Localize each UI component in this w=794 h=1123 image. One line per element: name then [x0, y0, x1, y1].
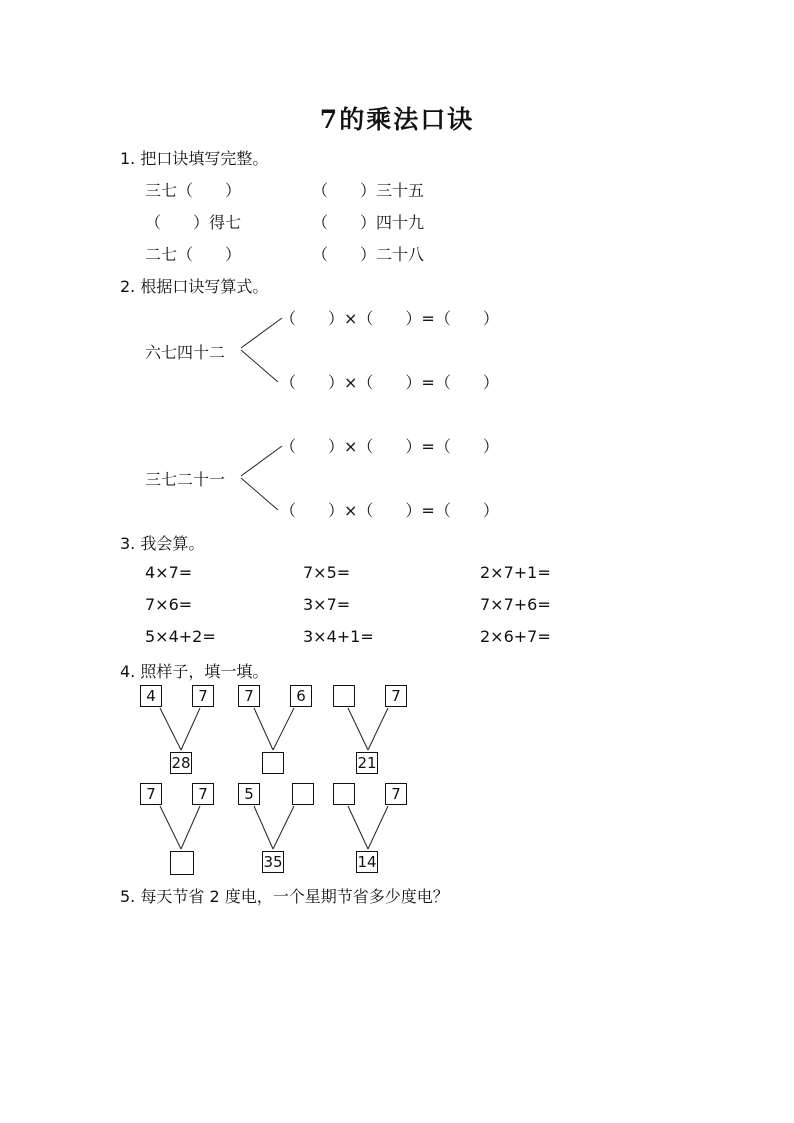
- q4-r1-g3-factor-b: 7: [385, 685, 407, 707]
- q1-blank-r1c2: （ ）三十五: [312, 181, 425, 200]
- q3-expr-r3c1: 5×4+2=: [145, 627, 216, 646]
- question-3-heading: 3. 我会算。: [120, 534, 205, 553]
- q1-blank-r3c1: 二七（ ）: [145, 245, 242, 264]
- question-1-heading: 1. 把口诀填写完整。: [120, 149, 269, 168]
- q1-blank-r3c2: （ ）二十八: [312, 245, 425, 264]
- q4-r1-g2-factor-a: 7: [238, 685, 260, 707]
- question-2-heading: 2. 根据口诀写算式。: [120, 277, 269, 296]
- q2-group2-equation-2: （ ）×（ ）=（ ）: [280, 501, 499, 520]
- q2-group1-branch-upper: [241, 318, 282, 348]
- q4-r2-g3-factor-a[interactable]: [333, 783, 355, 805]
- q3-expr-r2c3: 7×7+6=: [480, 595, 551, 614]
- q4-r2-g1-factor-b: 7: [192, 783, 214, 805]
- q1-blank-r2c1: （ ）得七: [145, 213, 242, 232]
- q3-expr-r2c2: 3×7=: [303, 595, 351, 614]
- q2-group1-equation-2: （ ）×（ ）=（ ）: [280, 373, 499, 392]
- question-5-heading: 5. 每天节省 2 度电，一个星期节省多少度电？: [120, 887, 449, 906]
- q4-r1-g1-factor-b: 7: [192, 685, 214, 707]
- q4-r1-g1-product: 28: [171, 754, 191, 772]
- q3-expr-r1c1: 4×7=: [145, 563, 193, 582]
- q4-r1-g1-factor-a: 4: [140, 685, 162, 707]
- q4-r2-g3-factor-b: 7: [385, 783, 407, 805]
- q2-group2-branch-lower: [241, 478, 278, 510]
- q4-r2-g2-product: 35: [263, 853, 283, 871]
- q2-group1-label: 六七四十二: [145, 343, 226, 362]
- page-title: 7的乘法口诀: [319, 105, 475, 134]
- q1-blank-r2c2: （ ）四十九: [312, 213, 425, 232]
- q2-group1-branch-lower: [241, 350, 278, 382]
- question-4-heading: 4. 照样子，填一填。: [120, 662, 269, 681]
- q4-r2-g1-product[interactable]: [170, 851, 194, 875]
- q3-expr-r2c1: 7×6=: [145, 595, 193, 614]
- q3-expr-r1c2: 7×5=: [303, 563, 351, 582]
- q3-expr-r3c3: 2×6+7=: [480, 627, 551, 646]
- q4-r1-g2-product[interactable]: [262, 752, 284, 774]
- q2-group1-equation-1: （ ）×（ ）=（ ）: [280, 309, 499, 328]
- q4-r2-g1-factor-a: 7: [140, 783, 162, 805]
- q2-group2-branch-upper: [241, 446, 282, 476]
- q4-r1-g3-product: 21: [357, 754, 377, 772]
- q2-group2-label: 三七二十一: [145, 470, 226, 489]
- q4-r2-g3-product: 14: [357, 853, 377, 871]
- q3-expr-r1c3: 2×7+1=: [480, 563, 551, 582]
- q4-r1-g3-factor-a[interactable]: [333, 685, 355, 707]
- q4-r2-g2-factor-b[interactable]: [292, 783, 314, 805]
- q4-r1-g2-factor-b: 6: [290, 685, 312, 707]
- q2-group2-equation-1: （ ）×（ ）=（ ）: [280, 437, 499, 456]
- q1-blank-r1c1: 三七（ ）: [145, 181, 242, 200]
- q4-r2-g2-factor-a: 5: [238, 783, 260, 805]
- q3-expr-r3c2: 3×4+1=: [303, 627, 374, 646]
